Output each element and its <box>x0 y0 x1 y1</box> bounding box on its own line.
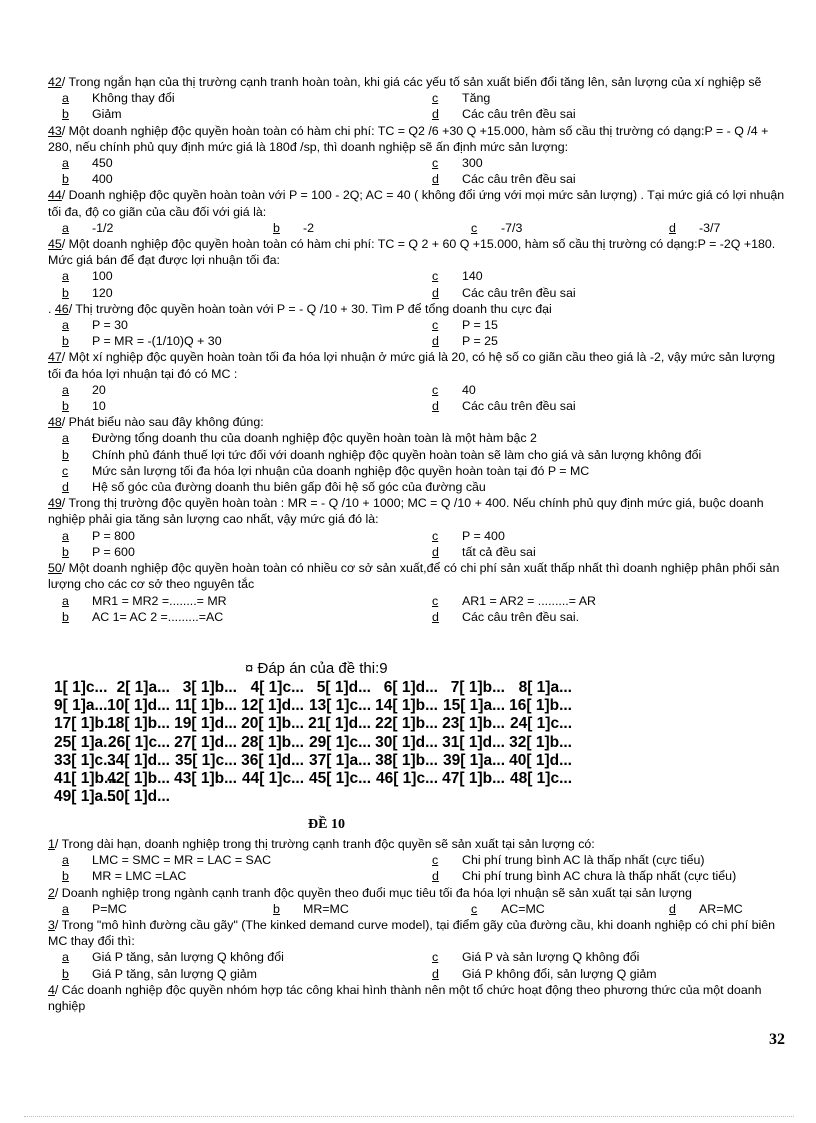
answer-cell: 9[ 1]a... <box>54 697 108 715</box>
option-text: P=MC <box>92 901 127 916</box>
answer-cell: 4[ 1]c... <box>250 679 304 696</box>
question-stem: . 46/ Thị trường độc quyền hoàn toàn với P = - Q /10 + 30. Tìm P để tổng doanh thu cực đại <box>48 301 552 316</box>
option-b <box>48 171 418 187</box>
answer-cell: 23[ 1]b... <box>442 715 505 733</box>
option-letter: c <box>432 156 439 171</box>
question-45 <box>48 236 788 301</box>
option-letter: d <box>432 285 439 300</box>
option-d <box>418 544 788 560</box>
option-text: Hệ số góc của đường doanh thu biên gấp đôi hệ số góc của đường cầu <box>92 480 486 495</box>
answer-cell: 19[ 1]d... <box>174 715 237 733</box>
question-number: 4 <box>48 982 55 997</box>
question-2 <box>48 885 788 917</box>
answer-row <box>54 715 654 733</box>
option-a <box>48 901 259 917</box>
option-d <box>418 285 788 301</box>
question-stem <box>48 495 788 527</box>
option-letter: d <box>432 172 439 187</box>
option-text: P = 600 <box>92 544 135 559</box>
option-text: 20 <box>92 382 106 397</box>
option-a <box>48 268 418 284</box>
question-number: 2 <box>48 885 55 900</box>
option-text: -7/3 <box>501 220 523 235</box>
answer-key <box>54 679 654 806</box>
answer-cell: 30[ 1]d... <box>375 733 438 751</box>
option-text: -1/2 <box>92 220 114 235</box>
option-c <box>418 852 788 868</box>
question-48 <box>48 414 788 495</box>
option-letter: d <box>432 966 439 981</box>
option-letter: d <box>432 869 439 884</box>
answer-row <box>54 788 654 806</box>
option-letter: a <box>62 431 69 446</box>
option-text: Các câu trên đều sai <box>462 172 576 187</box>
option-text: 400 <box>92 172 113 187</box>
question-number: 49 <box>48 496 62 511</box>
answer-cell: 40[ 1]d... <box>509 751 572 769</box>
question-4 <box>48 982 788 1014</box>
question-list <box>48 74 788 625</box>
option-d <box>418 868 788 884</box>
option-b <box>259 901 457 917</box>
answer-row <box>54 752 654 770</box>
question-3 <box>48 917 788 982</box>
options <box>48 949 788 981</box>
option-text: 100 <box>92 269 113 284</box>
option-letter: c <box>62 463 69 478</box>
option-text: 120 <box>92 285 113 300</box>
question-text: / Doanh nghiệp độc quyền hoàn toàn với P = 100 - 2Q; AC = 40 ( không đổi ứng với mọi mức sản lượng) . Tại mức giá có lợi nhuận tối đa, độ co giãn của cầu đối với giá là: <box>48 188 785 219</box>
option-letter: c <box>471 901 478 916</box>
option-text: P = 15 <box>462 318 498 333</box>
page-number: 32 <box>769 1031 785 1048</box>
answer-cell: 28[ 1]b... <box>241 733 304 751</box>
option-letter: a <box>62 853 69 868</box>
option-letter: c <box>432 853 439 868</box>
question-43 <box>48 123 788 188</box>
answer-cell: 3[ 1]b... <box>182 679 237 696</box>
option-letter: c <box>432 950 439 965</box>
options <box>48 901 788 917</box>
option-text: Đường tổng doanh thu của doanh nghiệp độc quyền hoàn toàn là một hàm bậc 2 <box>92 431 537 446</box>
answer-cell: 49[ 1]a... <box>54 788 117 806</box>
options <box>48 852 788 884</box>
option-c <box>48 463 788 479</box>
answer-cell: 12[ 1]d... <box>241 697 304 715</box>
question-text: / Trong "mô hình đường cầu gãy" (The kinked demand curve model), tại điểm gãy của đường cầu, khi doanh nghiệp có chi phí biên MC thay đổi thì: <box>48 918 776 949</box>
option-letter: a <box>62 91 69 106</box>
answer-cell: 25[ 1]a... <box>54 733 117 751</box>
option-text: Chính phủ đánh thuế lợi tức đối với doanh nghiệp độc quyền hoàn toàn sẽ làm cho giá và sản lượng không đổi <box>92 447 702 462</box>
question-text: / Một doanh nghiệp độc quyền hoàn toàn có hàm chi phí: TC = Q 2 + 60 Q +15.000, hàm số cầu thị trường có dạng:P = -2Q +180. Mức giá bán để đạt được lợi nhuận tối đa: <box>48 237 776 268</box>
option-letter: c <box>432 382 439 397</box>
option-letter: b <box>62 399 69 414</box>
question-number: 44 <box>48 188 62 203</box>
option-c <box>418 593 788 609</box>
option-letter: a <box>62 382 69 397</box>
options <box>48 155 788 187</box>
option-text: Các câu trên đều sai <box>462 285 576 300</box>
option-letter: d <box>432 609 439 624</box>
options <box>48 268 788 300</box>
option-a <box>48 155 418 171</box>
option-letter: b <box>273 220 280 235</box>
answer-cell: 32[ 1]b... <box>509 733 572 751</box>
question-list-2 <box>48 836 788 1014</box>
answer-cell: 31[ 1]d... <box>442 733 505 751</box>
answer-cell: 26[ 1]c... <box>107 733 170 751</box>
option-letter: a <box>62 528 69 543</box>
option-text: AR1 = AR2 = .........= AR <box>462 593 596 608</box>
option-b <box>48 544 418 560</box>
answer-row <box>54 697 654 715</box>
option-letter: b <box>62 447 69 462</box>
option-b <box>48 333 418 349</box>
question-stem <box>48 836 788 852</box>
option-text: Các câu trên đều sai <box>462 399 576 414</box>
option-text: 300 <box>462 156 483 171</box>
answer-row <box>54 679 654 697</box>
question-text: / Trong dài hạn, doanh nghiệp trong thị trường cạnh tranh độc quyền sẽ sản xuất tại sản lượng có: <box>54 837 595 851</box>
option-text: 450 <box>92 156 113 171</box>
answer-row <box>54 734 654 752</box>
answer-key-title: ¤ Đáp án của đề thi:9 <box>245 660 388 677</box>
answer-cell: 22[ 1]b... <box>375 715 438 733</box>
option-text: 40 <box>462 382 476 397</box>
question-text: / Trong thị trường độc quyền hoàn toàn : MR = - Q /10 + 1000; MC = Q /10 + 400. Nếu chính phủ quy định mức giá, buộc doanh nghiệp phải gia tăng sản lượng cao nhất, vậy mức giá đó là: <box>48 496 764 527</box>
option-text: 140 <box>462 269 483 284</box>
option-d <box>418 106 788 122</box>
options <box>48 90 788 122</box>
option-b <box>48 398 418 414</box>
answer-cell: 15[ 1]a... <box>442 697 505 715</box>
answer-cell: 20[ 1]b... <box>241 715 304 733</box>
question-50 <box>48 560 788 625</box>
answer-cell: 13[ 1]c... <box>308 697 371 715</box>
option-letter: b <box>62 107 69 122</box>
answer-cell: 34[ 1]d... <box>107 751 170 769</box>
option-a <box>48 317 418 333</box>
option-c <box>418 90 788 106</box>
question-text: / Một doanh nghiệp độc quyền hoàn toàn có hàm chi phí: TC = Q2 /6 +30 Q +15.000, hàm số cầu thị trường có dạng:P = - Q /4 + 280, nếu chính phủ quy định mức giá là 180đ /sp, thì doanh nghiệp sẽ ấn định mức sản lượng: <box>48 123 769 154</box>
option-a <box>48 382 418 398</box>
answer-cell: 46[ 1]c... <box>375 770 438 788</box>
option-d <box>48 479 788 495</box>
answer-cell: 42[ 1]b... <box>107 770 170 788</box>
option-a <box>48 949 418 965</box>
question-text: / Phát biểu nào sau đây không đúng: <box>61 415 264 430</box>
option-c <box>418 155 788 171</box>
option-c <box>457 901 655 917</box>
option-b <box>48 106 418 122</box>
answer-cell: 16[ 1]b... <box>509 697 572 715</box>
question-stem <box>48 560 788 592</box>
option-text: Mức sản lượng tối đa hóa lợi nhuận của doanh nghiệp độc quyền hoàn toàn tại đó P = MC <box>92 463 590 478</box>
option-text: P = 30 <box>92 318 128 333</box>
answer-cell: 24[ 1]c... <box>509 715 572 733</box>
option-text: Giảm <box>92 107 122 122</box>
option-letter: a <box>62 269 69 284</box>
question-44 <box>48 187 788 236</box>
option-text: Giá P không đổi, sản lượng Q giảm <box>462 966 657 981</box>
option-letter: b <box>62 544 69 559</box>
option-letter: a <box>62 156 69 171</box>
option-c <box>418 949 788 965</box>
question-49 <box>48 495 788 560</box>
option-text: Chi phí trung bình AC là thấp nhất (cực tiểu) <box>462 853 705 868</box>
answer-cell: 36[ 1]d... <box>241 751 304 769</box>
options <box>48 220 788 236</box>
option-text: Tăng <box>462 91 491 106</box>
question-number: 42 <box>48 75 62 89</box>
option-b <box>48 868 418 884</box>
option-text: AR=MC <box>699 901 743 916</box>
answer-cell: 48[ 1]c... <box>509 770 572 788</box>
option-b <box>48 609 418 625</box>
question-text: / Một doanh nghiệp độc quyền hoàn toàn có nhiều cơ sở sản xuất,để có chi phí sản xuất thấp nhất thì doanh nghiệp phân phối sản lượng cho các cơ sở theo nguyên tắc <box>48 561 780 592</box>
answer-cell: 43[ 1]b... <box>174 770 237 788</box>
option-text: MR = LMC =LAC <box>92 869 187 884</box>
question-number: 50 <box>48 561 62 576</box>
option-a <box>48 852 418 868</box>
option-letter: d <box>432 544 439 559</box>
question-text: / Thị trường độc quyền hoàn toàn với P = - Q /10 + 30. Tìm P để tổng doanh thu cực đại <box>68 301 552 316</box>
question-47 <box>48 349 788 414</box>
question-42 <box>48 74 788 123</box>
question-number: 48 <box>48 415 62 430</box>
question-number: 3 <box>48 918 55 933</box>
question-text: / Các doanh nghiệp độc quyền nhóm hợp tác công khai hình thành nên một tổ chức hoạt động theo phương thức của một doanh nghiệp <box>48 982 762 1014</box>
option-letter: a <box>62 318 69 333</box>
option-c <box>457 220 655 236</box>
question-stem <box>48 414 788 430</box>
answer-cell: 27[ 1]d... <box>174 733 237 751</box>
question-1 <box>48 836 788 885</box>
option-letter: c <box>432 593 439 608</box>
question-stem <box>48 885 788 901</box>
option-d <box>418 398 788 414</box>
option-letter: c <box>432 91 439 106</box>
answer-cell: 7[ 1]b... <box>450 679 505 696</box>
question-text: / Trong ngắn hạn của thị trường cạnh tranh hoàn toàn, khi giá các yếu tố sản xuất biến đổi tăng lên, sản lượng của xí nghiệp sẽ <box>61 75 762 89</box>
question-46 <box>48 301 788 350</box>
option-b <box>48 285 418 301</box>
question-stem <box>48 187 788 219</box>
option-letter: b <box>62 172 69 187</box>
answer-cell: 50[ 1]d... <box>107 788 170 806</box>
option-text: Các câu trên đều sai <box>462 107 576 122</box>
option-d <box>418 966 788 982</box>
option-letter: b <box>62 334 69 349</box>
answer-row <box>54 770 654 788</box>
question-number: 45 <box>48 237 62 252</box>
option-letter: d <box>432 334 439 349</box>
option-letter: b <box>62 285 69 300</box>
option-letter: c <box>432 528 439 543</box>
answer-cell: 38[ 1]b... <box>375 751 438 769</box>
option-text: P = MR = -(1/10)Q + 30 <box>92 334 222 349</box>
option-text: -3/7 <box>699 220 721 235</box>
option-d <box>655 901 788 917</box>
option-text: Các câu trên đều sai. <box>462 609 580 624</box>
answer-cell: 47[ 1]b... <box>442 770 505 788</box>
option-letter: d <box>432 107 439 122</box>
page-divider <box>24 1116 794 1117</box>
option-d <box>418 609 788 625</box>
option-letter: d <box>669 220 676 235</box>
option-c <box>418 382 788 398</box>
option-a <box>48 593 418 609</box>
option-text: AC=MC <box>501 901 545 916</box>
option-text: Không thay đổi <box>92 91 175 106</box>
answer-cell: 45[ 1]c... <box>308 770 371 788</box>
option-text: Giá P tăng, sản lượng Q không đổi <box>92 950 284 965</box>
option-letter: d <box>432 399 439 414</box>
option-a <box>48 430 788 446</box>
option-b <box>48 966 418 982</box>
options <box>48 430 788 495</box>
answer-cell: 35[ 1]c... <box>174 751 237 769</box>
option-a <box>48 220 259 236</box>
answer-cell: 44[ 1]c... <box>241 770 304 788</box>
answer-cell: 5[ 1]d... <box>316 679 371 696</box>
question-stem <box>48 123 788 155</box>
answer-cell: 10[ 1]d... <box>107 697 170 715</box>
exam-title: ĐỀ 10 <box>308 817 345 832</box>
option-b <box>259 220 457 236</box>
option-letter: a <box>62 593 69 608</box>
question-number: 46 <box>54 301 69 316</box>
answer-cell: 6[ 1]d... <box>383 679 438 696</box>
option-text: P = 25 <box>462 334 498 349</box>
option-letter: d <box>62 480 69 495</box>
question-text: / Một xí nghiệp độc quyền hoàn toàn tối đa hóa lợi nhuận ở mức giá là 20, có hệ số co giãn cầu theo giá là -2, vậy mức sản lượng tối đa hóa lợi nhuận tại đó có MC : <box>48 350 776 381</box>
question-stem <box>48 236 788 268</box>
option-letter: d <box>669 901 676 916</box>
option-text: tất cả đều sai <box>462 544 536 559</box>
question-stem <box>48 917 788 949</box>
answer-cell: 21[ 1]d... <box>308 715 371 733</box>
option-text: Chi phí trung bình AC chưa là thấp nhất (cực tiểu) <box>462 869 737 884</box>
option-letter: c <box>432 269 439 284</box>
answer-cell: 14[ 1]b... <box>375 697 438 715</box>
question-stem <box>48 349 788 381</box>
answer-cell: 8[ 1]a... <box>518 679 572 696</box>
answer-cell: 11[ 1]b... <box>174 697 237 715</box>
option-c <box>418 268 788 284</box>
answer-cell: 29[ 1]c... <box>308 733 371 751</box>
option-text: LMC = SMC = MR = LAC = SAC <box>92 853 272 868</box>
option-text: P = 400 <box>462 528 505 543</box>
question-number: 47 <box>48 350 62 365</box>
option-text: Giá P và sản lượng Q không đổi <box>462 950 640 965</box>
option-letter: a <box>62 950 69 965</box>
option-text: Giá P tăng, sản lượng Q giảm <box>92 966 257 981</box>
option-d <box>418 171 788 187</box>
option-text: -2 <box>303 220 315 235</box>
answer-cell: 18[ 1]b... <box>107 715 170 733</box>
answer-cell: 17[ 1]b... <box>54 715 117 733</box>
options <box>48 593 788 625</box>
option-text: P = 800 <box>92 528 135 543</box>
question-number: 43 <box>48 123 62 138</box>
question-stem <box>48 74 788 90</box>
answer-cell: 37[ 1]a... <box>308 751 371 769</box>
answer-cell: 2[ 1]a... <box>116 679 170 696</box>
option-letter: a <box>62 220 69 235</box>
question-stem <box>48 982 788 1014</box>
option-letter: c <box>432 318 439 333</box>
option-c <box>418 528 788 544</box>
answer-cell: 33[ 1]c... <box>54 751 117 769</box>
question-number: 1 <box>48 837 55 851</box>
options <box>48 317 788 349</box>
option-a <box>48 528 418 544</box>
option-b <box>48 447 788 463</box>
option-letter: a <box>62 901 69 916</box>
option-letter: b <box>273 901 280 916</box>
option-c <box>418 317 788 333</box>
options <box>48 382 788 414</box>
option-letter: c <box>471 220 478 235</box>
option-letter: b <box>62 869 69 884</box>
question-text: / Doanh nghiệp trong ngành cạnh tranh độc quyền theo đuổi mục tiêu tối đa hóa lợi nhuận sẽ sản xuất tại sản lượng <box>54 885 692 900</box>
option-text: 10 <box>92 399 106 414</box>
options <box>48 528 788 560</box>
option-letter: b <box>62 966 69 981</box>
option-text: MR=MC <box>303 901 349 916</box>
option-d <box>655 220 788 236</box>
option-text: MR1 = MR2 =........= MR <box>92 593 227 608</box>
option-d <box>418 333 788 349</box>
answer-cell: 39[ 1]a... <box>442 751 505 769</box>
option-letter: b <box>62 609 69 624</box>
answer-cell: 41[ 1]b... <box>54 770 117 788</box>
answer-cell: 1[ 1]c... <box>54 679 108 696</box>
option-a <box>48 90 418 106</box>
option-text: AC 1= AC 2 =.........=AC <box>92 609 224 624</box>
